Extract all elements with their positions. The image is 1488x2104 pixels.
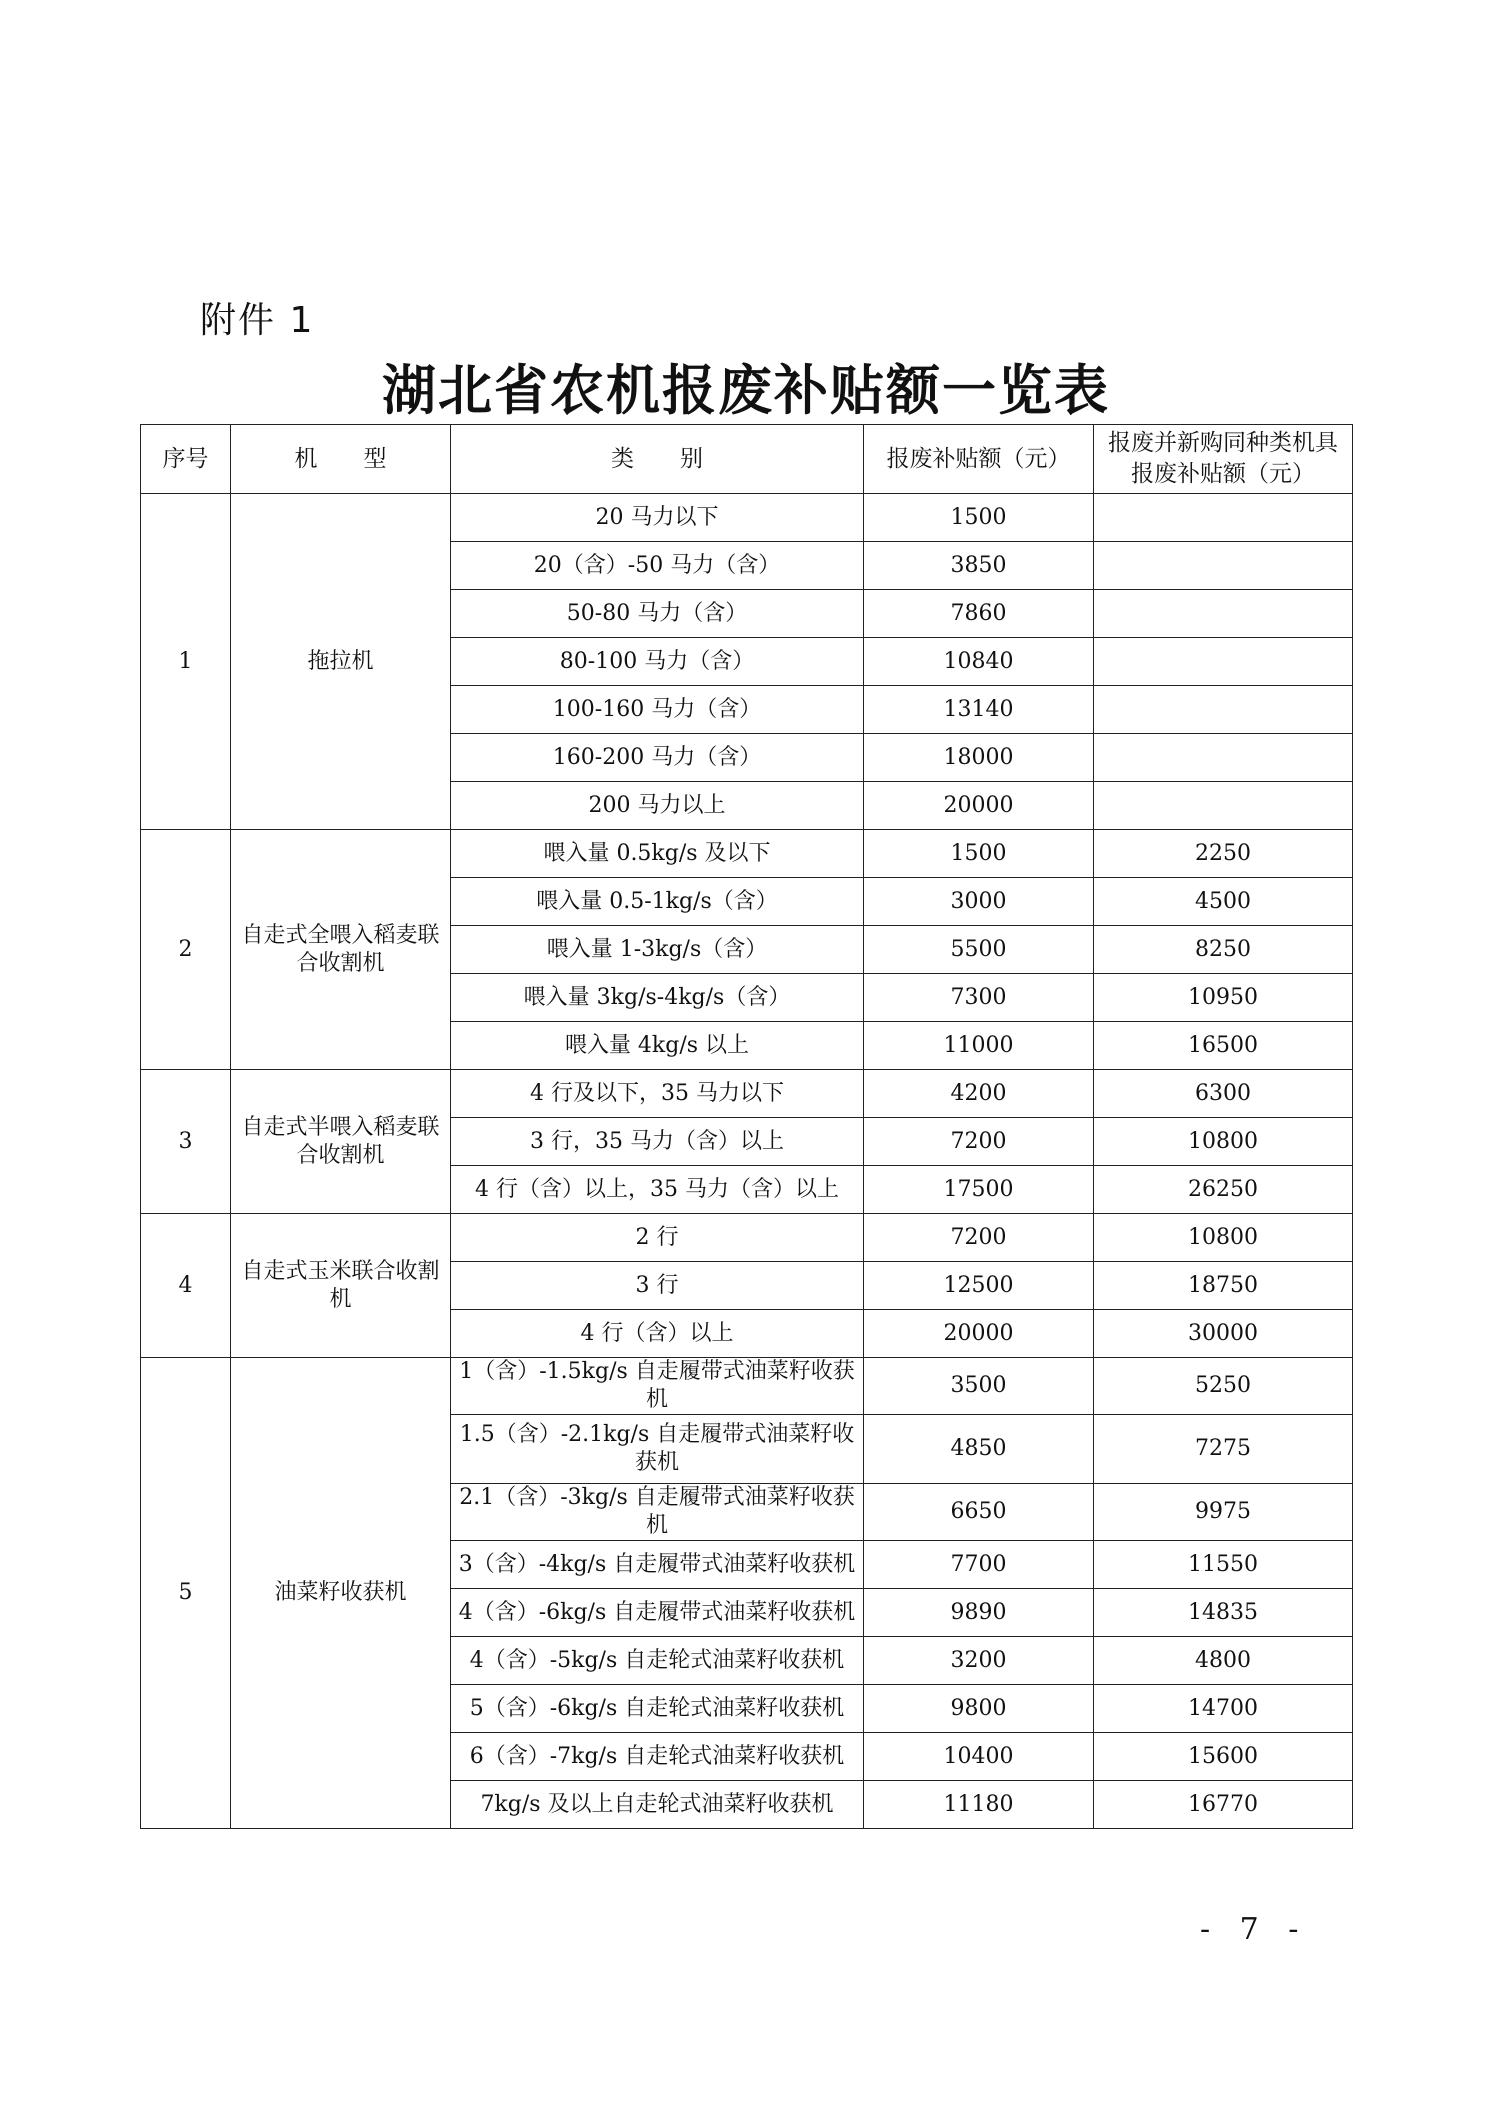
category-cell: 5（含）-6kg/s 自走轮式油菜籽收获机 xyxy=(451,1685,864,1733)
subsidy-cell: 9890 xyxy=(864,1589,1094,1637)
new-purchase-subsidy-cell xyxy=(1094,686,1353,734)
subsidy-cell: 12500 xyxy=(864,1262,1094,1310)
category-cell: 160-200 马力（含） xyxy=(451,734,864,782)
machine-type-cell: 油菜籽收获机 xyxy=(231,1358,451,1829)
header-subsidy: 报废补贴额（元） xyxy=(864,425,1094,494)
header-new-purchase-subsidy: 报废并新购同种类机具报废补贴额（元） xyxy=(1094,425,1353,494)
subsidy-cell: 3850 xyxy=(864,542,1094,590)
seq-cell: 2 xyxy=(141,830,231,1070)
category-cell: 20 马力以下 xyxy=(451,494,864,542)
subsidy-cell: 9800 xyxy=(864,1685,1094,1733)
subsidy-cell: 1500 xyxy=(864,494,1094,542)
new-purchase-subsidy-cell: 16770 xyxy=(1094,1781,1353,1829)
table-row xyxy=(141,830,1353,878)
new-purchase-subsidy-cell: 8250 xyxy=(1094,926,1353,974)
new-purchase-subsidy-cell xyxy=(1094,734,1353,782)
table-row xyxy=(141,1070,1353,1118)
new-purchase-subsidy-cell: 16500 xyxy=(1094,1022,1353,1070)
subsidy-cell: 10400 xyxy=(864,1733,1094,1781)
table-row xyxy=(141,494,1353,542)
category-cell: 200 马力以上 xyxy=(451,782,864,830)
subsidy-cell: 7300 xyxy=(864,974,1094,1022)
category-cell: 3（含）-4kg/s 自走履带式油菜籽收获机 xyxy=(451,1541,864,1589)
seq-cell: 5 xyxy=(141,1358,231,1829)
new-purchase-subsidy-cell: 5250 xyxy=(1094,1358,1353,1415)
category-cell: 4 行（含）以上 xyxy=(451,1310,864,1358)
attachment-label: 附件 1 xyxy=(200,300,315,341)
new-purchase-subsidy-cell: 18750 xyxy=(1094,1262,1353,1310)
category-cell: 2 行 xyxy=(451,1214,864,1262)
machine-type-cell: 自走式玉米联合收割机 xyxy=(231,1214,451,1358)
category-cell: 7kg/s 及以上自走轮式油菜籽收获机 xyxy=(451,1781,864,1829)
subsidy-cell: 3200 xyxy=(864,1637,1094,1685)
subsidy-table xyxy=(140,424,1353,1829)
category-cell: 4 行及以下，35 马力以下 xyxy=(451,1070,864,1118)
table-row xyxy=(141,1358,1353,1415)
subsidy-cell: 17500 xyxy=(864,1166,1094,1214)
machine-type-cell: 自走式全喂入稻麦联合收割机 xyxy=(231,830,451,1070)
table-row xyxy=(141,1214,1353,1262)
new-purchase-subsidy-cell: 15600 xyxy=(1094,1733,1353,1781)
category-cell: 喂入量 0.5kg/s 及以下 xyxy=(451,830,864,878)
subsidy-cell: 7700 xyxy=(864,1541,1094,1589)
subsidy-cell: 13140 xyxy=(864,686,1094,734)
category-cell: 6（含）-7kg/s 自走轮式油菜籽收获机 xyxy=(451,1733,864,1781)
subsidy-cell: 11000 xyxy=(864,1022,1094,1070)
category-cell: 4 行（含）以上，35 马力（含）以上 xyxy=(451,1166,864,1214)
new-purchase-subsidy-cell xyxy=(1094,542,1353,590)
subsidy-cell: 4200 xyxy=(864,1070,1094,1118)
category-cell: 4（含）-5kg/s 自走轮式油菜籽收获机 xyxy=(451,1637,864,1685)
category-cell: 80-100 马力（含） xyxy=(451,638,864,686)
header-seq: 序号 xyxy=(141,425,231,494)
subsidy-cell: 1500 xyxy=(864,830,1094,878)
category-cell: 喂入量 0.5-1kg/s（含） xyxy=(451,878,864,926)
new-purchase-subsidy-cell: 10800 xyxy=(1094,1118,1353,1166)
subsidy-cell: 20000 xyxy=(864,782,1094,830)
subsidy-cell: 11180 xyxy=(864,1781,1094,1829)
category-cell: 喂入量 3kg/s-4kg/s（含） xyxy=(451,974,864,1022)
category-cell: 1（含）-1.5kg/s 自走履带式油菜籽收获机 xyxy=(451,1358,864,1415)
new-purchase-subsidy-cell xyxy=(1094,782,1353,830)
new-purchase-subsidy-cell xyxy=(1094,590,1353,638)
subsidy-cell: 3500 xyxy=(864,1358,1094,1415)
subsidy-cell: 20000 xyxy=(864,1310,1094,1358)
header-machine: 机 型 xyxy=(231,425,451,494)
new-purchase-subsidy-cell xyxy=(1094,638,1353,686)
new-purchase-subsidy-cell: 14835 xyxy=(1094,1589,1353,1637)
category-cell: 3 行，35 马力（含）以上 xyxy=(451,1118,864,1166)
new-purchase-subsidy-cell: 14700 xyxy=(1094,1685,1353,1733)
category-cell: 4（含）-6kg/s 自走履带式油菜籽收获机 xyxy=(451,1589,864,1637)
category-cell: 1.5（含）-2.1kg/s 自走履带式油菜籽收获机 xyxy=(451,1415,864,1484)
subsidy-cell: 10840 xyxy=(864,638,1094,686)
new-purchase-subsidy-cell: 26250 xyxy=(1094,1166,1353,1214)
category-cell: 喂入量 4kg/s 以上 xyxy=(451,1022,864,1070)
seq-cell: 4 xyxy=(141,1214,231,1358)
header-category: 类 别 xyxy=(451,425,864,494)
new-purchase-subsidy-cell: 10800 xyxy=(1094,1214,1353,1262)
new-purchase-subsidy-cell: 9975 xyxy=(1094,1484,1353,1541)
category-cell: 100-160 马力（含） xyxy=(451,686,864,734)
category-cell: 20（含）-50 马力（含） xyxy=(451,542,864,590)
subsidy-cell: 18000 xyxy=(864,734,1094,782)
new-purchase-subsidy-cell: 11550 xyxy=(1094,1541,1353,1589)
page-number: - 7 - xyxy=(1200,1912,1309,1947)
machine-type-cell: 拖拉机 xyxy=(231,494,451,830)
subsidy-cell: 4850 xyxy=(864,1415,1094,1484)
table-header-row xyxy=(141,425,1353,494)
category-cell: 50-80 马力（含） xyxy=(451,590,864,638)
subsidy-cell: 7200 xyxy=(864,1214,1094,1262)
seq-cell: 3 xyxy=(141,1070,231,1214)
new-purchase-subsidy-cell: 4500 xyxy=(1094,878,1353,926)
page-title: 湖北省农机报废补贴额一览表 xyxy=(382,359,1110,422)
subsidy-cell: 3000 xyxy=(864,878,1094,926)
table-body xyxy=(141,494,1353,1829)
category-cell: 3 行 xyxy=(451,1262,864,1310)
new-purchase-subsidy-cell: 6300 xyxy=(1094,1070,1353,1118)
machine-type-cell: 自走式半喂入稻麦联合收割机 xyxy=(231,1070,451,1214)
new-purchase-subsidy-cell: 4800 xyxy=(1094,1637,1353,1685)
subsidy-cell: 7200 xyxy=(864,1118,1094,1166)
new-purchase-subsidy-cell xyxy=(1094,494,1353,542)
subsidy-cell: 6650 xyxy=(864,1484,1094,1541)
category-cell: 2.1（含）-3kg/s 自走履带式油菜籽收获机 xyxy=(451,1484,864,1541)
new-purchase-subsidy-cell: 30000 xyxy=(1094,1310,1353,1358)
subsidy-cell: 7860 xyxy=(864,590,1094,638)
seq-cell: 1 xyxy=(141,494,231,830)
new-purchase-subsidy-cell: 10950 xyxy=(1094,974,1353,1022)
category-cell: 喂入量 1-3kg/s（含） xyxy=(451,926,864,974)
subsidy-cell: 5500 xyxy=(864,926,1094,974)
new-purchase-subsidy-cell: 7275 xyxy=(1094,1415,1353,1484)
new-purchase-subsidy-cell: 2250 xyxy=(1094,830,1353,878)
